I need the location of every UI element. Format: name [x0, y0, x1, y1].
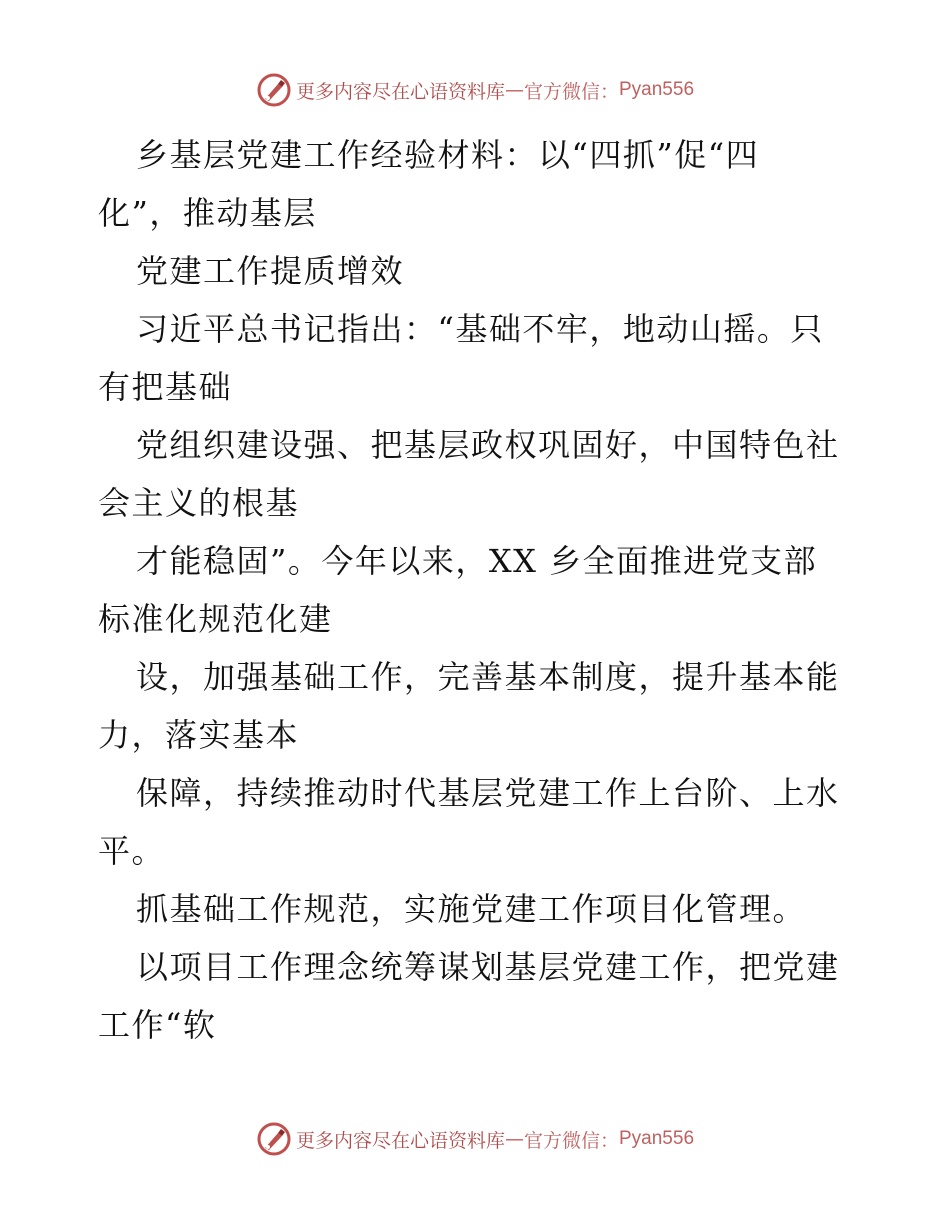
banner-main-text: 更多内容尽在心语资料库 [295, 1129, 505, 1152]
text-line: 习近平总书记指出：“基础不牢，地动山摇。只 [136, 310, 824, 348]
footer-banner [0, 1119, 950, 1159]
header-banner [0, 70, 950, 110]
text-line: 工作“软 [98, 1006, 217, 1044]
text-line: 标准化规范化建 [98, 600, 333, 638]
text-line: 化”，推动基层 [98, 194, 317, 232]
text-line: 平。 [98, 832, 166, 870]
text-line: 力，落实基本 [98, 716, 300, 754]
banner-dash: — [504, 79, 524, 101]
text-line: 党组织建设强、把基层政权巩固好，中国特色社 [136, 426, 840, 464]
text-line: 有把基础 [98, 368, 233, 406]
text-line: 设，加强基础工作，完善基本制度，提升基本能 [136, 658, 840, 696]
banner-account: Pyan556 [619, 1128, 695, 1149]
text-line: 才能稳固”。今年以来，XX 乡全面推进党支部 [136, 542, 818, 580]
banner-sub-text: 官方微信： [523, 1129, 619, 1152]
banner-dash: — [504, 1128, 524, 1150]
pen-logo-icon [256, 72, 292, 108]
text-line: 以项目工作理念统筹谋划基层党建工作，把党建 [136, 948, 840, 986]
text-line: 会主义的根基 [98, 484, 300, 522]
banner-main-text: 更多内容尽在心语资料库 [295, 80, 505, 103]
document-body [98, 126, 858, 1054]
text-line: 抓基础工作规范，实施党建工作项目化管理。 [136, 890, 807, 928]
pen-logo-icon [256, 1121, 292, 1157]
text-line: 党建工作提质增效 [136, 252, 405, 290]
banner-account: Pyan556 [619, 79, 695, 100]
text-line: 乡基层党建工作经验材料：以“四抓”促“四 [136, 136, 760, 174]
text-line: 保障，持续推动时代基层党建工作上台阶、上水 [136, 774, 840, 812]
banner-sub-text: 官方微信： [523, 80, 619, 103]
